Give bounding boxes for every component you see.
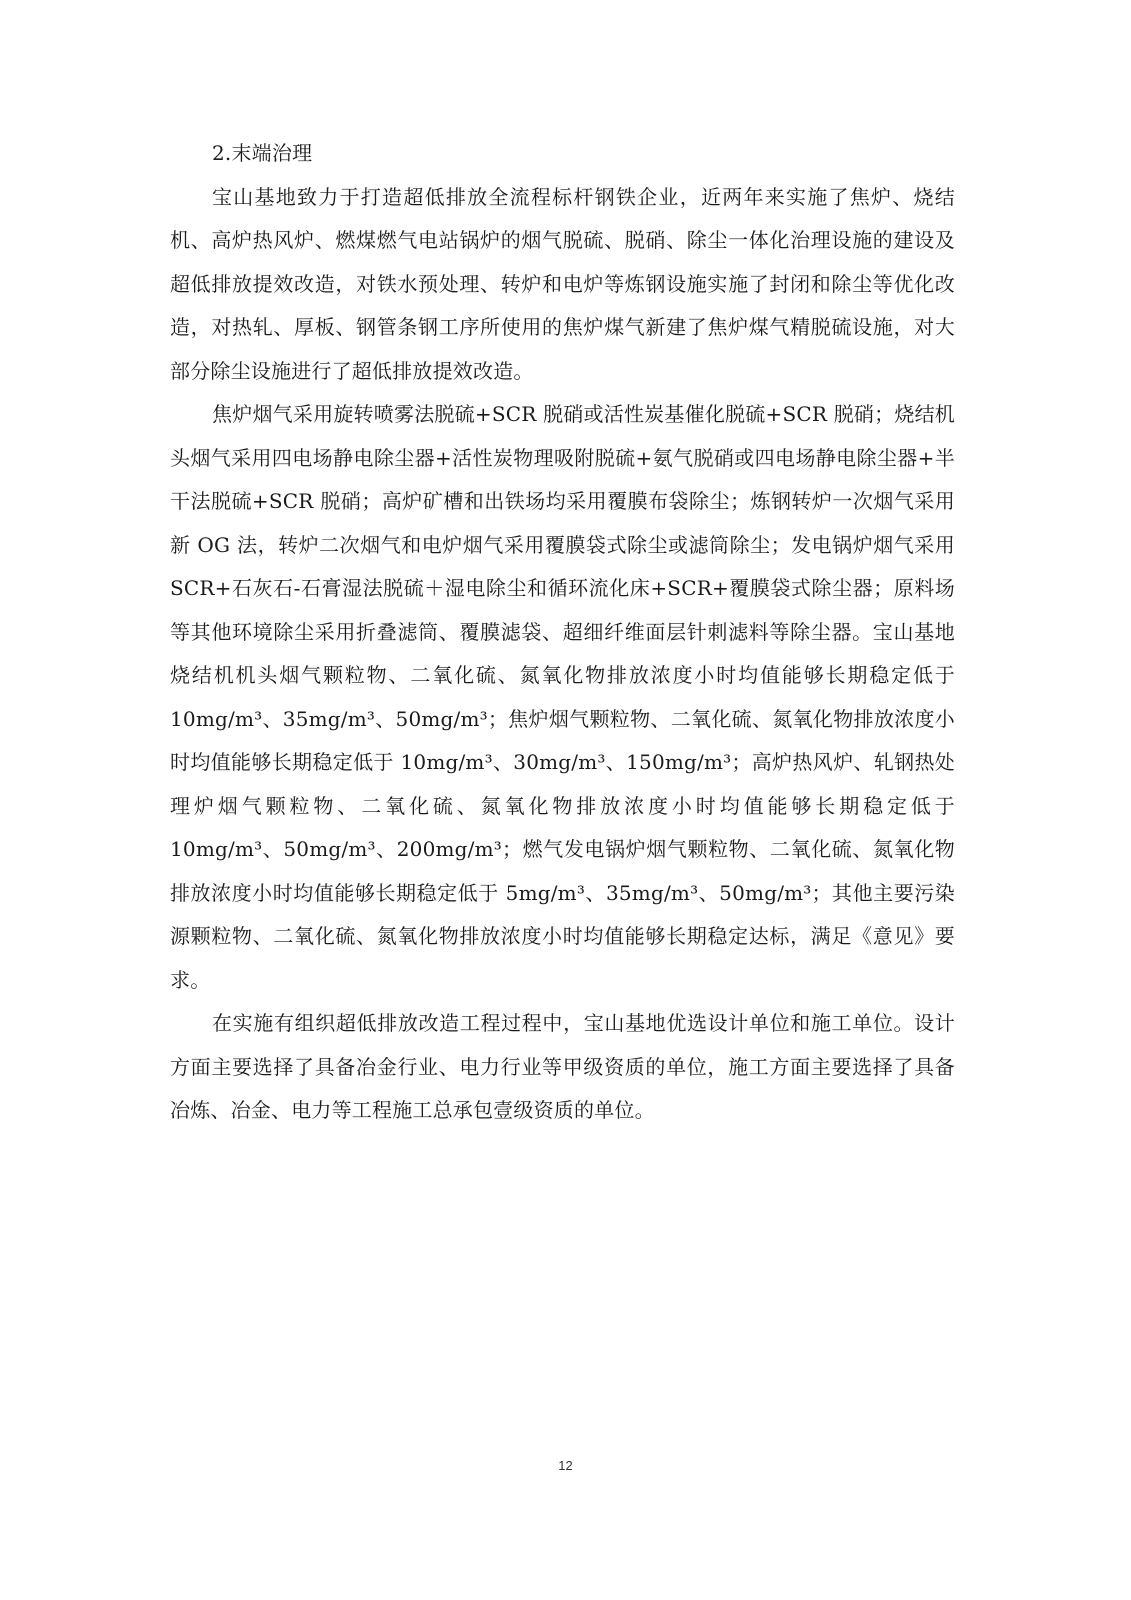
paragraph-technologies-and-limits: 焦炉烟气采用旋转喷雾法脱硫+SCR 脱硝或活性炭基催化脱硫+SCR 脱硝；烧结机头烟气采用四电场静电除尘器+活性炭物理吸附脱硫+氨气脱硝或四电场静电除尘器+半干法脱硫+SCR 脱硝；高炉矿槽和出铁场均采用覆膜布袋除尘；炼钢转炉一次烟气采用新 OG 法，转炉二次烟气和电炉烟气采用覆膜袋式除尘或滤筒除尘；发电锅炉烟气采用 SCR+石灰石-石膏湿法脱硫＋湿电除尘和循环流化床+SCR+覆膜袋式除尘器；原料场等其他环境除尘采用折叠滤筒、覆膜滤袋、超细纤维面层针刺滤料等除尘器。宝山基地烧结机机头烟气颗粒物、二氧化硫、氮氧化物排放浓度小时均值能够长期稳定低于 10mg/m³、35mg/m³、50mg/m³；焦炉烟气颗粒物、二氧化硫、氮氧化物排放浓度小时均值能够长期稳定低于 10mg/m³、30mg/m³、150mg/m³；高炉热风炉、轧钢热处理炉烟气颗粒物、二氧化硫、氮氧化物排放浓度小时均值能够长期稳定低于 10mg/m³、50mg/m³、200mg/m³；燃气发电锅炉烟气颗粒物、二氧化硫、氮氧化物排放浓度小时均值能够长期稳定低于 5mg/m³、35mg/m³、50mg/m³；其他主要污染源颗粒物、二氧化硫、氮氧化物排放浓度小时均值能够长期稳定达标，满足《意见》要求。: [170, 402, 955, 992]
section-heading: 2.末端治理: [212, 141, 313, 165]
paragraph-overview: 宝山基地致力于打造超低排放全流程标杆钢铁企业，近两年来实施了焦炉、烧结机、高炉热风炉、燃煤燃气电站锅炉的烟气脱硫、脱硝、除尘一体化治理设施的建设及超低排放提效改造，对铁水预处理、转炉和电炉等炼钢设施实施了封闭和除尘等优化改造，对热轧、厚板、钢管条钢工序所使用的焦炉煤气新建了焦炉煤气精脱硫设施，对大部分除尘设施进行了超低排放提效改造。: [170, 184, 955, 383]
page-body: [170, 132, 955, 1133]
page-number: 12: [558, 1458, 573, 1473]
paragraph-contractors: 在实施有组织超低排放改造工程过程中，宝山基地优选设计单位和施工单位。设计方面主要选择了具备冶金行业、电力行业等甲级资质的单位，施工方面主要选择了具备冶炼、冶金、电力等工程施工总承包壹级资质的单位。: [170, 1011, 955, 1122]
